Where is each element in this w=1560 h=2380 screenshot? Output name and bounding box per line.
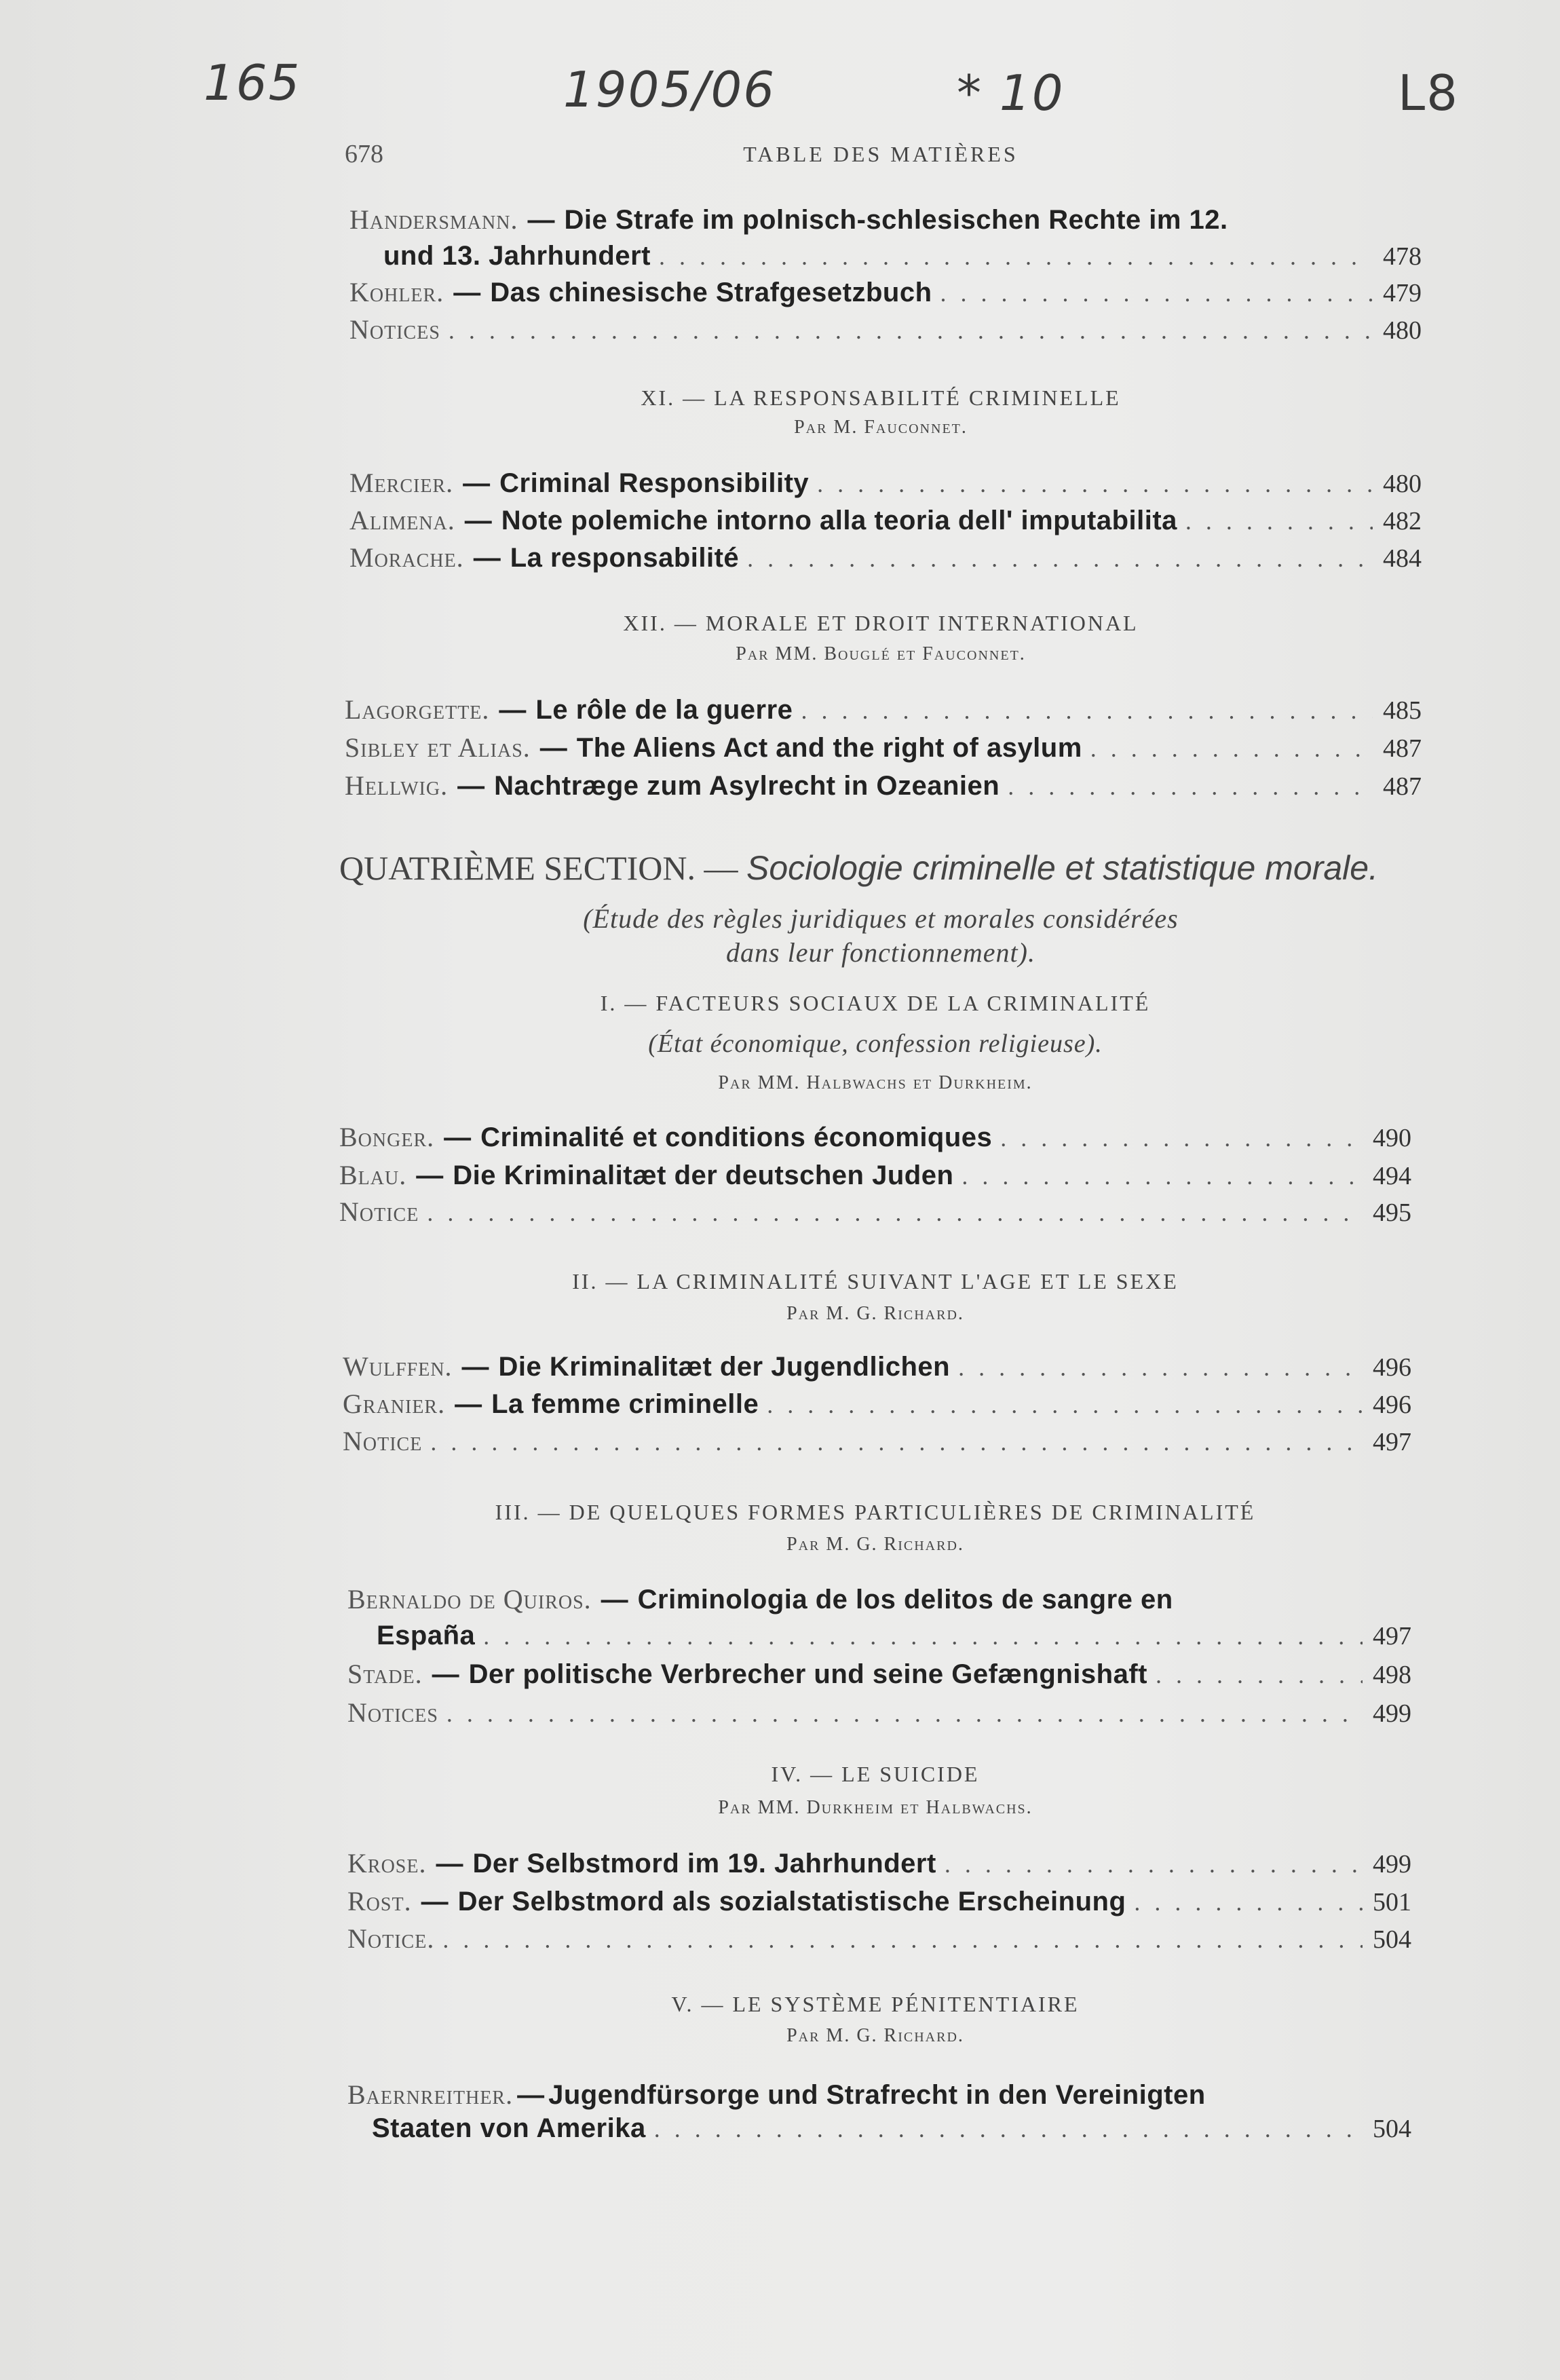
leader-dots — [1134, 1888, 1363, 1916]
dash: — — [455, 1389, 482, 1419]
section-byline: Par M. G. Richard. — [786, 1534, 964, 1555]
entry-title: Le rôle de la guerre — [535, 695, 793, 725]
entry-author: Lagorgette. — [345, 694, 490, 725]
entry-author: Morache. — [349, 542, 464, 573]
entry-page: 495 — [1373, 1198, 1411, 1227]
dash: — — [539, 733, 567, 763]
leader-dots — [427, 1198, 1363, 1227]
entry-page: 487 — [1383, 772, 1422, 801]
entry-title: La responsabilité — [510, 543, 740, 573]
leader-dots — [747, 544, 1373, 573]
part-label: QUATRIÈME SECTION. — — [339, 849, 738, 887]
entry-page: 496 — [1373, 1353, 1411, 1382]
toc-entry-continuation — [383, 241, 1422, 271]
page-number: 678 — [345, 140, 383, 168]
entry-title: Nachtræge zum Asylrecht in Ozeanien — [494, 771, 1000, 801]
leader-dots — [442, 1925, 1363, 1954]
dash: — — [416, 1160, 444, 1190]
entry-page: 497 — [1373, 1622, 1411, 1650]
entry-author: Notice — [343, 1426, 423, 1456]
part-subtitle: dans leur fonctionnement). — [726, 937, 1035, 968]
toc-entry-continuation — [372, 2113, 1411, 2144]
entry-author: Rost. — [347, 1886, 412, 1916]
entry-page: 480 — [1383, 316, 1422, 345]
entry-author: Sibley et Alias. — [345, 732, 531, 763]
entry-title: Staaten von Amerika — [372, 2113, 646, 2143]
entry-author: Stade. — [347, 1659, 423, 1689]
section-heading: IV. — LE SUICIDE — [771, 1762, 980, 1786]
section-heading: XI. — LA RESPONSABILITÉ CRIMINELLE — [641, 385, 1121, 410]
dash: — — [461, 1352, 489, 1382]
toc-entry — [347, 1923, 1411, 1954]
leader-dots — [801, 696, 1373, 725]
toc-entry — [339, 1159, 1411, 1191]
entry-title: Criminalité et conditions économiques — [480, 1122, 993, 1152]
dash: — — [601, 1585, 628, 1614]
toc-entry — [345, 694, 1422, 725]
entry-title: Note polemiche intorno alla teoria dell' imputabilita — [501, 506, 1177, 535]
toc-entry — [343, 1388, 1411, 1420]
part-title: Sociologie criminelle et statistique morale. — [746, 849, 1378, 887]
entry-author: Kohler. — [349, 277, 444, 307]
toc-entry — [343, 1425, 1411, 1457]
entry-author: Mercier. — [349, 468, 454, 498]
part-subtitle: (Étude des règles juridiques et morales considérées — [583, 903, 1179, 934]
toc-entry — [339, 1121, 1411, 1153]
section-byline: Par MM. Halbwachs et Durkheim. — [718, 1072, 1033, 1093]
entry-author: Handersmann. — [349, 204, 518, 235]
entry-title: Criminologia de los delitos de sangre en — [637, 1585, 1173, 1614]
entry-page: 485 — [1383, 696, 1422, 725]
leader-dots — [945, 1850, 1363, 1878]
toc-entry — [347, 1583, 1345, 1615]
leader-dots — [483, 1622, 1363, 1650]
entry-title: Die Kriminalitæt der deutschen Juden — [453, 1160, 954, 1190]
entry-title: Das chinesische Strafgesetzbuch — [490, 278, 932, 307]
entry-title: Der politische Verbrecher und seine Gefængnishaft — [468, 1659, 1147, 1689]
dash: — — [517, 2080, 545, 2110]
section-heading: V. — LE SYSTÈME PÉNITENTIAIRE — [671, 1992, 1080, 2016]
leader-dots — [962, 1162, 1363, 1190]
entry-title: España — [377, 1621, 476, 1650]
toc-entry — [345, 732, 1422, 763]
entry-page: 504 — [1373, 1925, 1411, 1954]
handwritten-note: L8 — [1398, 64, 1459, 121]
entry-author: Hellwig. — [345, 770, 449, 801]
entry-page: 482 — [1383, 507, 1422, 535]
handwritten-note: * 10 — [957, 64, 1065, 121]
toc-entry — [349, 276, 1422, 308]
leader-dots — [446, 1699, 1363, 1728]
toc-entry — [349, 542, 1422, 573]
entry-title: Die Kriminalitæt der Jugendlichen — [498, 1352, 951, 1382]
leader-dots — [1090, 734, 1373, 763]
section-heading: III. — DE QUELQUES FORMES PARTICULIÈRES DE CRIMINALITÉ — [495, 1500, 1256, 1524]
entry-title: Jugendfürsorge und Strafrecht in den Vereinigten — [548, 2080, 1206, 2110]
entry-page: 494 — [1373, 1162, 1411, 1190]
dash: — — [463, 468, 491, 498]
entry-title: Der Selbstmord als sozialstatistische Erscheinung — [457, 1887, 1126, 1916]
dash: — — [421, 1887, 449, 1916]
running-title: TABLE DES MATIÈRES — [743, 142, 1019, 166]
dash: — — [473, 543, 501, 573]
entry-page: 490 — [1373, 1124, 1411, 1152]
entry-page: 498 — [1373, 1661, 1411, 1689]
leader-dots — [1185, 507, 1373, 535]
toc-entry — [347, 1658, 1411, 1690]
entry-page: 499 — [1373, 1699, 1411, 1728]
leader-dots — [659, 242, 1373, 271]
entry-author: Notice — [339, 1196, 419, 1227]
entry-author: Alimena. — [349, 505, 455, 535]
section-byline: Par MM. Durkheim et Halbwachs. — [718, 1797, 1033, 1818]
section-byline: Par MM. Bouglé et Fauconnet. — [736, 643, 1026, 664]
entry-title: La femme criminelle — [491, 1389, 759, 1419]
page-header — [345, 139, 1417, 173]
entry-author: Baernreither. — [347, 2079, 514, 2110]
leader-dots — [940, 279, 1373, 307]
toc-entry — [349, 314, 1422, 345]
entry-title: Die Strafe im polnisch-schlesischen Rechte im 12. — [564, 205, 1228, 235]
handwritten-note: 1905/06 — [563, 61, 776, 118]
entry-author: Notices — [347, 1697, 438, 1728]
toc-entry — [349, 504, 1422, 536]
entry-author: Notice. — [347, 1923, 435, 1954]
entry-page: 479 — [1383, 279, 1422, 307]
toc-entry — [343, 1350, 1411, 1382]
dash: — — [444, 1122, 472, 1152]
section-byline: Par M. Fauconnet. — [794, 417, 968, 438]
toc-entry — [347, 1847, 1411, 1879]
section-subheading: (État économique, confession religieuse). — [648, 1030, 1103, 1058]
dash: — — [432, 1659, 459, 1689]
toc-entry — [345, 770, 1422, 801]
dash: — — [436, 1849, 463, 1878]
leader-dots — [449, 316, 1373, 345]
leader-dots — [654, 2115, 1363, 2143]
section-heading: XII. — MORALE ET DROIT INTERNATIONAL — [623, 611, 1139, 635]
toc-entry-continuation — [377, 1621, 1411, 1651]
dash: — — [464, 506, 492, 535]
entry-page: 496 — [1373, 1391, 1411, 1419]
toc-entry — [339, 1196, 1411, 1228]
dash: — — [527, 205, 555, 235]
entry-page: 480 — [1383, 470, 1422, 498]
toc-entry — [347, 1697, 1411, 1729]
entry-page: 504 — [1373, 2115, 1411, 2143]
entry-author: Blau. — [339, 1160, 407, 1190]
leader-dots — [430, 1428, 1363, 1456]
toc-entry — [349, 204, 1350, 235]
leader-dots — [1008, 772, 1373, 801]
entry-page: 501 — [1373, 1888, 1411, 1916]
entry-page: 499 — [1373, 1850, 1411, 1878]
section-byline: Par M. G. Richard. — [786, 2025, 964, 2046]
entry-page: 478 — [1383, 242, 1422, 271]
entry-page: 497 — [1373, 1428, 1411, 1456]
entry-author: Bernaldo de Quiros. — [347, 1584, 592, 1614]
leader-dots — [817, 470, 1373, 498]
leader-dots — [1000, 1124, 1363, 1152]
leader-dots — [767, 1391, 1363, 1419]
entry-author: Notices — [349, 314, 440, 345]
entry-title: und 13. Jahrhundert — [383, 241, 651, 271]
entry-author: Krose. — [347, 1848, 427, 1878]
entry-title: The Aliens Act and the right of asylum — [576, 733, 1082, 763]
section-byline: Par M. G. Richard. — [786, 1303, 964, 1324]
dash: — — [453, 278, 481, 307]
entry-author: Bonger. — [339, 1122, 435, 1152]
entry-title: Criminal Responsibility — [499, 468, 810, 498]
section-heading: II. — LA CRIMINALITÉ SUIVANT L'AGE ET LE SEXE — [572, 1269, 1179, 1293]
handwritten-note: 165 — [204, 54, 301, 111]
entry-page: 487 — [1383, 734, 1422, 763]
part-heading — [339, 848, 1378, 888]
leader-dots — [958, 1353, 1363, 1382]
section-heading: I. — FACTEURS SOCIAUX DE LA CRIMINALITÉ — [600, 991, 1151, 1015]
leader-dots — [1156, 1661, 1363, 1689]
entry-page: 484 — [1383, 544, 1422, 573]
dash: — — [499, 695, 527, 725]
entry-title: Der Selbstmord im 19. Jahrhundert — [472, 1849, 936, 1878]
toc-entry — [347, 1885, 1411, 1917]
dash: — — [457, 771, 485, 801]
entry-author: Wulffen. — [343, 1351, 453, 1382]
toc-entry — [347, 2079, 1352, 2111]
entry-author: Granier. — [343, 1389, 446, 1419]
toc-entry — [349, 467, 1422, 499]
